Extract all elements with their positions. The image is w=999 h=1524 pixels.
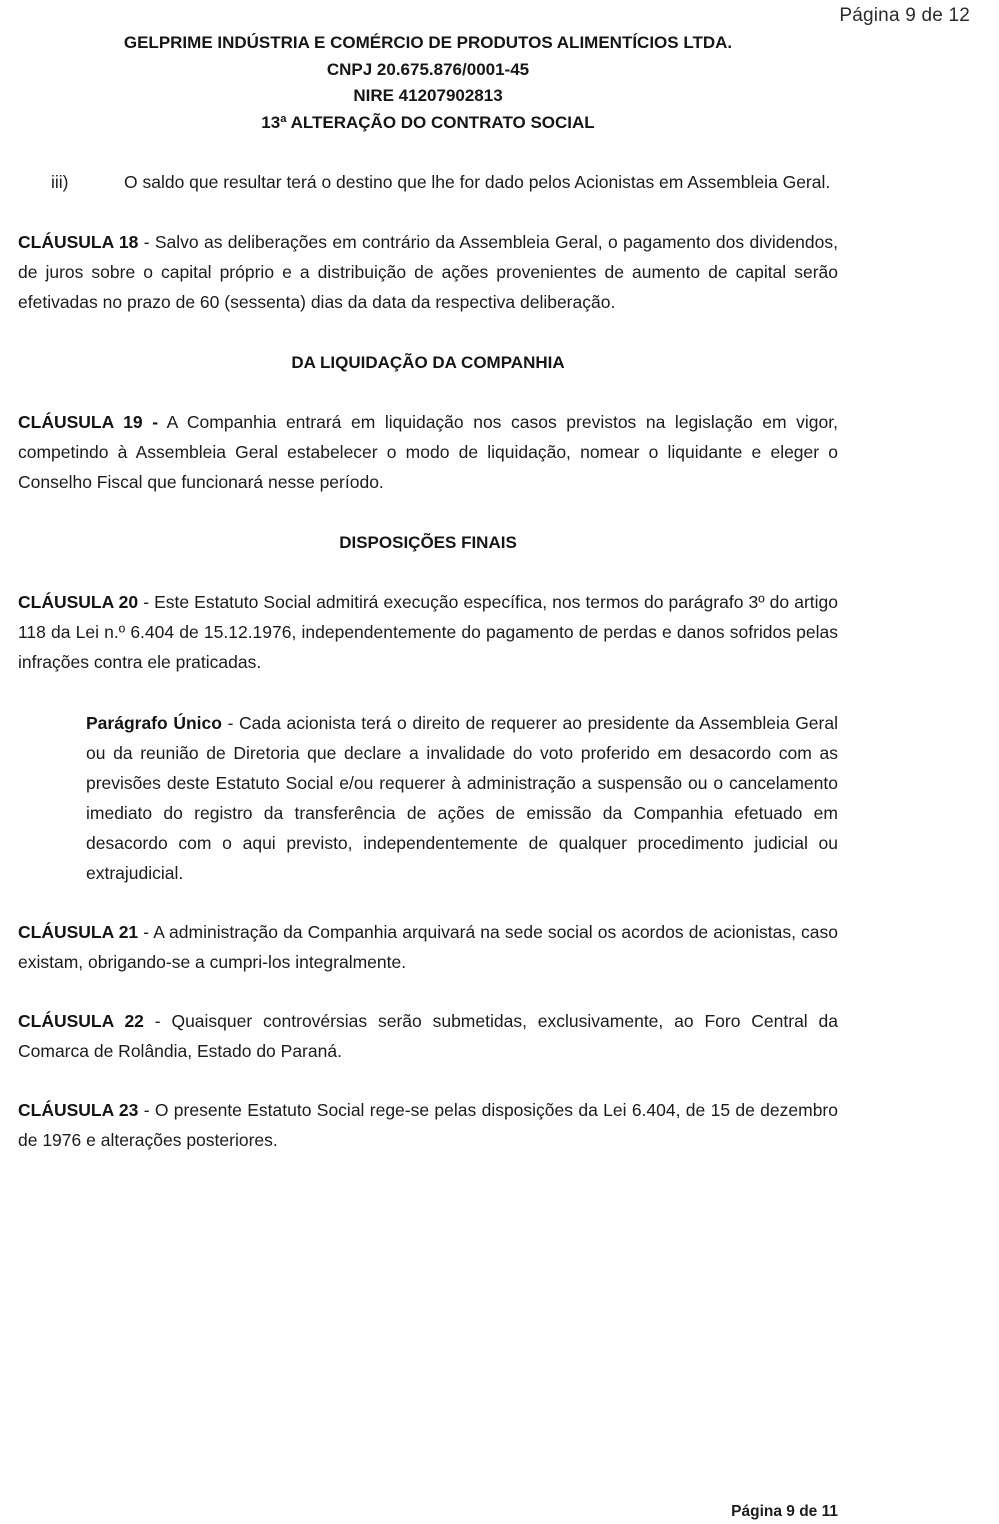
clause-23-label: CLÁUSULA 23: [18, 1100, 139, 1120]
section-heading-disposicoes: DISPOSIÇÕES FINAIS: [339, 533, 517, 552]
clause-23: [18, 1095, 838, 1155]
company-nire: NIRE 41207902813: [353, 86, 503, 105]
paragrafo-unico-text: - Cada acionista terá o direito de requerer ao presidente da Assembleia Geral ou da reunião de Diretoria que declare a invalidade do voto proferido em desacordo com as previsões deste Estatuto Social e/ou requerer à administração a suspensão ou o cancelamento imediato do registro da transferência de ações de emissão da Companhia efetuado em desacordo com o aqui previsto, independentemente de qualquer procedimento judicial ou extrajudicial.: [86, 713, 838, 883]
clause-21: [18, 917, 838, 977]
company-cnpj: CNPJ 20.675.876/0001-45: [326, 59, 530, 79]
section-heading-liquidacao: DA LIQUIDAÇÃO DA COMPANHIA: [291, 353, 565, 372]
clause-18-text: - Salvo as deliberações em contrário da Assembleia Geral, o pagamento dos dividendos, de juros sobre o capital próprio e a distribuição de ações provenientes de aumento de capital serão efetivadas no prazo de 60 (sessenta) dias da data da respectiva deliberação.: [18, 232, 838, 312]
clause-22-label: CLÁUSULA 22: [18, 1011, 144, 1031]
clause-21-text: - A administração da Companhia arquivará na sede social os acordos de acionistas, caso existam, obrigando-se a cumpri-los integralmente.: [18, 922, 839, 972]
paragrafo-unico-label: Parágrafo Único: [86, 713, 222, 733]
clause-22-text: - Quaisquer controvérsias serão submetidas, exclusivamente, ao Foro Central da Comarca de Rolândia, Estado do Paraná.: [18, 1011, 839, 1061]
clause-20-label: CLÁUSULA 20: [18, 592, 139, 612]
document-title: 13ª ALTERAÇÃO DO CONTRATO SOCIAL: [261, 112, 595, 132]
clause-18-label: CLÁUSULA 18: [18, 232, 139, 252]
clause-21-label: CLÁUSULA 21: [18, 922, 139, 942]
clause-22: [18, 1006, 838, 1066]
clause-18: [18, 227, 838, 317]
company-name: GELPRIME INDÚSTRIA E COMÉRCIO DE PRODUTOS ALIMENTÍCIOS LTDA.: [123, 33, 733, 52]
page-number-stamp: Página 9 de 12: [839, 5, 970, 26]
list-item-iii: [18, 167, 838, 198]
paragrafo-unico: [86, 708, 838, 888]
list-item-marker: iii): [51, 172, 69, 192]
document-header: [18, 0, 838, 136]
document-content: [18, 0, 838, 1155]
clause-19-text: A Companhia entrará em liquidação nos casos previstos na legislação em vigor, competindo à Assembleia Geral estabelecer o modo de liquidação, nomear o liquidante e eleger o Conselho Fiscal que funcionará nesse período.: [18, 412, 838, 492]
clause-20-text: - Este Estatuto Social admitirá execução específica, nos termos do parágrafo 3º do artigo 118 da Lei n.º 6.404 de 15.12.1976, independentemente do pagamento de perdas e danos sofridos pelas infrações contra ele praticadas.: [18, 592, 838, 672]
clause-20: [18, 587, 838, 677]
clause-19-label: CLÁUSULA 19 -: [18, 412, 159, 432]
list-item-text: O saldo que resultar terá o destino que lhe for dado pelos Acionistas em Assembleia Geral.: [124, 172, 831, 192]
clause-23-text: - O presente Estatuto Social rege-se pelas disposições da Lei 6.404, de 15 de dezembro de 1976 e alterações posteriores.: [18, 1100, 838, 1150]
page-footer: Página 9 de 11: [731, 1503, 838, 1520]
clause-19: [18, 407, 838, 497]
